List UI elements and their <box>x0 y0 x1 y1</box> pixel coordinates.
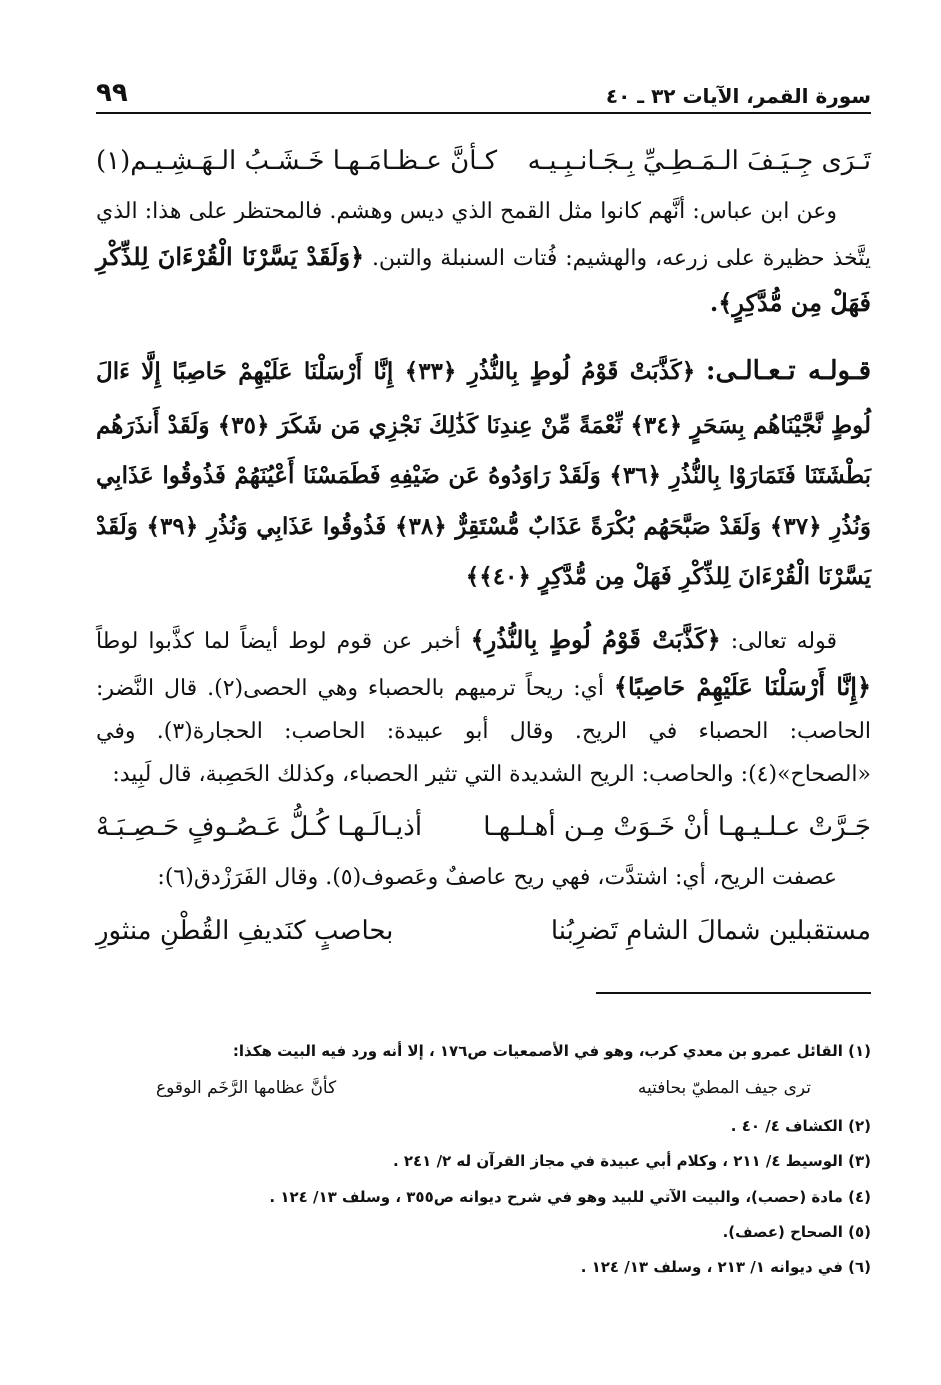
verse-2-second-hemistich: أذيـالَـهـا كُـلُّ عَـصُـوفٍ حَـصِـبَـهْ <box>96 812 423 843</box>
footnote-3: (٣) الوسيط ٤/ ٢١١ ، وكلام أبي عبيدة في مجاز القرآن له ٢/ ٢٤١ . <box>392 1152 871 1171</box>
footnote-1-verse-first: ترى جيف المطيّ بحافتيه <box>637 1078 811 1099</box>
quran-passage <box>96 343 871 603</box>
footnote-5: (٥) الصحاح (عصف). <box>722 1222 871 1241</box>
poetry-verse-2 <box>96 796 871 857</box>
paragraph-1-quran: ﴿وَلَقَدْ يَسَّرْنَا الْقُرْءَانَ لِلذِّكْرِ فَهَلْ مِن مُّدَّكِرٍ﴾. <box>96 241 871 318</box>
paragraph-2-quran-1: ﴿كَذَّبَتْ قَوْمُ لُوطٍ بِالنُّذُرِ﴾ <box>470 624 721 654</box>
paragraph-1-text: وعن ابن عباس: أنَّهم كانوا مثل القمح الذي ديس وهشم. فالمحتظر على هذا: الذي يتَّخذ حظيرة على زرعه، والهشيم: فُتات السنبلة والتبن. <box>96 198 871 271</box>
poetry-verse-3 <box>96 900 871 961</box>
paragraph-2 <box>96 617 871 797</box>
footnote-1 <box>96 1034 871 1109</box>
quran-passage-lead: قـولـه تـعـالـى: <box>705 356 871 387</box>
footnotes <box>96 1034 871 1285</box>
paragraph-2-text-2: أي: ريحاً ترميهم بالحصباء وهي الحصى(٢). قال النَّضر: الحاصب: الحصباء في الريح. وقال أبو عبيدة: الحاصب: الحجارة(٣). وفي «الصحاح»(٤): والحاصب: الريح الشديدة التي تثير الحصباء، وكذلك الحَصِبة، قال لَبِيد: <box>96 675 872 787</box>
running-title: سورة القمر، الآيات ٣٢ ـ ٤٠ <box>605 84 871 108</box>
footnote-separator <box>596 992 871 994</box>
paragraph-3: عصفت الريح، أي: اشتدَّت، فهي ريح عاصفٌ وعَصوف(٥). وقال الفَرَزْدق(٦): <box>157 865 837 891</box>
paragraph-2-intro: قوله تعالى: <box>730 628 837 654</box>
paragraph-1 <box>96 191 871 328</box>
footnote-6: (٦) في ديوانه ١/ ٢١٣ ، وسلف ١٣/ ١٢٤ . <box>580 1258 871 1277</box>
paragraph-2-quran-2: ﴿إِنَّا أَرْسَلْنَا عَلَيْهِمْ حَاصِبًا﴾ <box>613 671 872 701</box>
main-text <box>96 130 871 961</box>
quran-passage-verses: ﴿كَذَّبَتْ قَوْمُ لُوطٍ بِالنُّذُرِ ﴿٣٣﴾ إِنَّا أَرْسَلْنَا عَلَيْهِمْ حَاصِبًا إِلَّا ءَالَ لُوطٍ نَّجَّيْنَاهُم بِسَحَرٍ ﴿٣٤﴾ نِّعْمَةً مِّنْ عِندِنَا كَذَٰلِكَ نَجْزِي مَن شَكَرَ ﴿٣٥﴾ وَلَقَدْ أَنذَرَهُم بَطْشَتَنَا فَتَمَارَوْا بِالنُّذُرِ ﴿٣٦﴾ وَلَقَدْ رَاوَدُوهُ عَن ضَيْفِهِ فَطَمَسْنَا أَعْيُنَهُمْ فَذُوقُوا عَذَابِي وَنُذُرِ ﴿٣٧﴾ وَلَقَدْ صَبَّحَهُم بُكْرَةً عَذَابٌ مُّسْتَقِرٌّ ﴿٣٨﴾ فَذُوقُوا عَذَابِي وَنُذُرِ ﴿٣٩﴾ وَلَقَدْ يَسَّرْنَا الْقُرْءَانَ لِلذِّكْرِ فَهَلْ مِن مُّدَّكِرٍ ﴿٤٠﴾﴾ <box>96 358 871 591</box>
page-header <box>96 70 871 114</box>
footnote-1-verse-second: كأنَّ عظامها الرَّخَم الوقوع <box>156 1078 337 1099</box>
page-number: ٩٩ <box>96 78 128 108</box>
verse-1-first-hemistich: تَـرَى جِـيَـفَ الـمَـطِـيِّ بِـجَـانـبِـيـه <box>527 146 871 176</box>
paragraph-2-text-1: أخبر عن قوم لوط أيضاً لما كذَّبوا لوطاً <box>96 628 461 654</box>
verse-3-first-hemistich: مستقبلين شمالَ الشامِ تَضرِبُنا <box>550 916 871 947</box>
verse-1-second-hemistich: كـأنَّ عـظـامَـهـا خَـشَـبُ الـهَـشِـيـم(١) <box>96 146 498 176</box>
verse-3-second-hemistich: بحاصبٍ كنَديفِ القُطْنِ منثورِ <box>96 916 394 947</box>
verse-2-first-hemistich: جَـرَّتْ عـلـيـهـا أنْ خَـوَتْ مِـن أهـلـهـا <box>483 812 871 843</box>
footnote-4: (٤) مادة (حصب)، والبيت الآتي للبيد وهو في شرح ديوانه ص٣٥٥ ، وسلف ١٣/ ١٢٤ . <box>269 1187 871 1206</box>
footnote-1-verse <box>96 1069 871 1109</box>
footnote-2: (٢) الكشاف ٤/ ٤٠ . <box>730 1117 871 1136</box>
poetry-verse-1 <box>96 130 871 191</box>
footnote-1-text: (١) القائل عمرو بن معدي كرب، وهو في الأصمعيات ص١٧٦ ، إلا أنه ورد فيه البيت هكذا: <box>232 1042 871 1060</box>
